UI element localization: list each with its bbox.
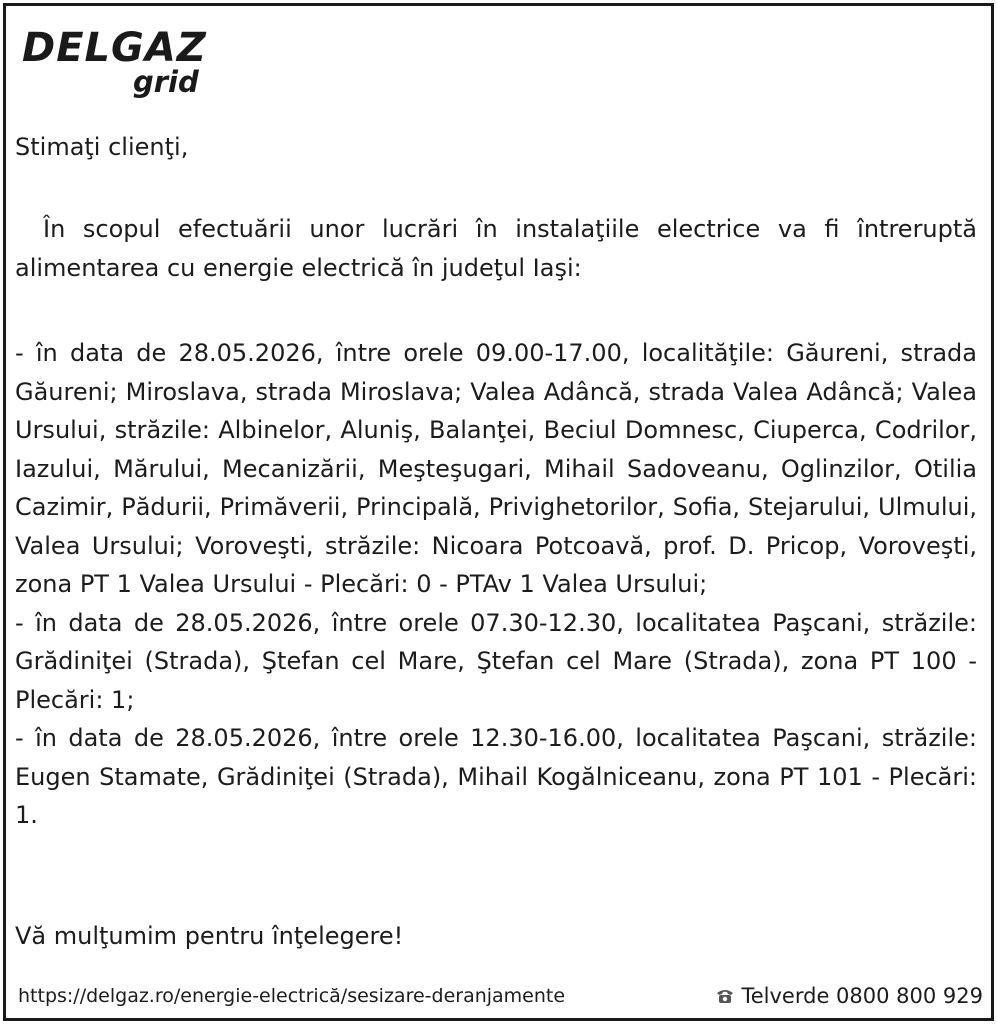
footer-phone [715,983,983,1009]
closing-line: Vă mulţumim pentru înţelegere! [15,922,404,950]
intro-paragraph: În scopul efectuării unor lucrări în instalaţiile electrice va fi întreruptă alimentarea cu energie electrică în judeţul Iaşi: [15,215,977,282]
logo-brand: DELGAZ [22,25,207,71]
logo-sub: grid [133,65,199,99]
greeting: Stimaţi clienţi, [15,133,189,161]
telephone-icon [715,987,735,1005]
outage-list [15,334,977,835]
delgaz-grid-logo [22,26,222,101]
phone-text: Telverde 0800 800 929 [741,984,983,1008]
outage-item: - în data de 28.05.2026, între orele 12.30-16.00, localitatea Paşcani, străzile: Eugen Stamate, Grădiniţei (Strada), Mihail Kogălniceanu, zona PT 101 - Plecări: 1. [15,724,977,829]
outage-item: - în data de 28.05.2026, între orele 07.30-12.30, localitatea Paşcani, străzile: Grădiniţei (Strada), Ştefan cel Mare, Ştefan cel Mare (Strada), zona PT 100 - Plecări: 1; [15,608,977,714]
outage-item: - în data de 28.05.2026, între orele 09.00-17.00, localităţile: Găureni, strada Găureni; Miroslava, strada Miroslava; Valea Adâncă, strada Valea Adâncă; Valea Ursului, străzile: Albinelor, Aluniş, Balanţei, Beciul Domnesc, Ciuperca, Codrilor, Iazului, Mărului, Mecanizării, Meşteşugari, Mihail Sadoveanu, Oglinzilor, Otilia Cazimir, Pădurii, Primăverii, Principală, Privighetorilor, Sofia, Stejarului, Ulmului, Valea Ursului; Voroveşti, străzile: Nicoara Potcoavă, prof. D. Pricop, Voroveşti, zona PT 1 Valea Ursului - Plecări: 0 - PTAv 1 Valea Ursului; [15,339,977,598]
footer-link[interactable]: https://delgaz.ro/energie-electrică/sesizare-deranjamente [18,985,566,1007]
